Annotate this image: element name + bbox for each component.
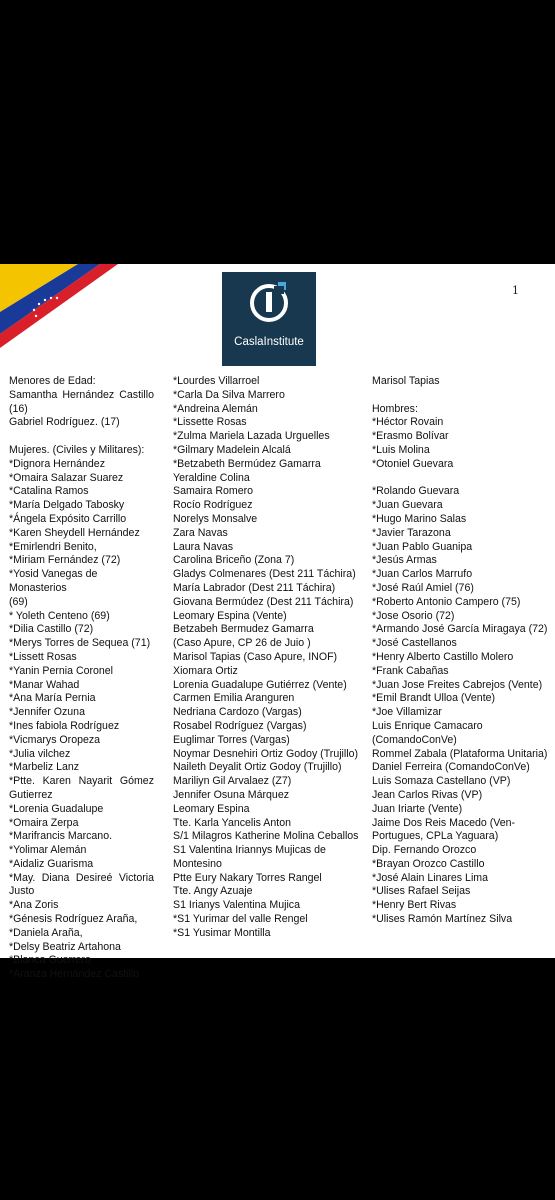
list-line: *Javier Tarazona [372,526,451,539]
list-line: (16) [9,402,28,415]
list-line: Ptte Eury Nakary Torres Rangel [173,871,322,884]
list-line: *Andreina Alemán [173,402,258,415]
list-line: Hombres: [372,402,418,415]
list-line: *Vicmarys Oropeza [9,733,101,746]
list-line: Tte. Karla Yancelis Anton [173,816,291,829]
list-line: Luis Enrique Camacaro [372,719,483,732]
list-line: Luis Somaza Castellano (VP) [372,775,511,788]
list-line: Daniel Ferreira (ComandoConVe) [372,761,530,774]
list-line: *Marifrancis Marcano. [9,830,113,843]
list-line: *Yolimar Alemán [9,844,87,857]
list-line: *Emirlendri Benito, [9,540,97,553]
list-line: *Ulises Ramón Martínez Silva [372,913,513,926]
list-line [372,472,552,486]
list-line: *Henry Bert Rivas [372,899,457,912]
list-line: Jennifer Osuna Márquez [173,788,290,801]
list-line: *Ana Zoris [9,899,59,912]
list-line: *Ulises Rafael Seijas [372,885,471,898]
list-line: *Otoniel Guevara [372,457,454,470]
list-line: Mariliyn Gil Arvalaez (Z7) [173,775,292,788]
list-line: Samaira Romero [173,485,254,498]
list-line: Euglimar Torres (Vargas) [173,733,290,746]
list-line: *Manar Wahad [9,678,80,691]
list-line: Portugues, CPLa Yaguara) [372,830,499,843]
list-line: Jean Carlos Rivas (VP) [372,788,483,801]
list-line: Rommel Zabala (Plataforma Unitaria) [372,747,548,760]
column-2 [173,375,363,941]
list-line: *Ptte. Karen Nayarit Gómez [9,775,154,788]
list-line: Giovana Bermúdez (Dest 211 Táchira) [173,595,354,608]
list-line: Menores de Edad: [9,375,96,387]
list-line: María Labrador (Dest 211 Táchira) [173,581,336,594]
document-page [0,264,555,981]
list-line: *Omaira Salazar Suarez [9,471,124,484]
list-line: Rocío Rodríguez [173,499,253,512]
list-line: *Lorenia Guadalupe [9,802,104,815]
list-line: *Ana María Pernia [9,692,96,705]
column-1 [9,375,154,982]
list-line: *José Alain Linares Lima [372,871,489,884]
list-line: Gutierrez [9,788,53,801]
list-line: *María Delgado Tabosky [9,499,125,512]
list-line: *José Raúl Amiel (76) [372,581,474,594]
list-line: *Roberto Antonio Campero (75) [372,595,521,608]
list-line: Yeraldine Colina [173,471,250,484]
list-line: *Génesis Rodríguez Araña, [9,913,138,926]
list-line: Rosabel Rodríguez (Vargas) [173,719,307,732]
list-line: *Juan Carlos Marrufo [372,568,473,581]
list-line: Justo [9,885,35,898]
list-line: (Caso Apure, CP 26 de Juio ) [173,637,311,650]
list-line: *Armando José García Miragaya (72) [372,623,548,636]
list-line: Carolina Briceño (Zona 7) [173,554,295,567]
list-line: *Aidaliz Guarisma [9,857,94,870]
list-line: Samantha Hernández Castillo [9,388,154,401]
list-line: *Carla Da Silva Marrero [173,388,285,401]
list-line: *Yanin Pernia Coronel [9,664,114,677]
casla-institute-logo [222,272,316,366]
list-line: *S1 Yurimar del valle Rengel [173,913,308,926]
list-line: *Joe Villamizar [372,706,442,719]
list-line: Nedriana Cardozo (Vargas) [173,706,302,719]
list-line: *Brayan Orozco Castillo [372,857,485,870]
casla-logo-icon [222,272,316,332]
list-line: * Yoleth Centeno (69) [9,609,110,622]
list-line: *Catalina Ramos [9,485,89,498]
list-line: Norelys Monsalve [173,512,258,525]
list-line: Gabriel Rodríguez. (17) [9,416,120,429]
list-line: (69) [9,595,28,608]
list-line: *Miriam Fernández (72) [9,554,121,567]
list-line: Dip. Fernando Orozco [372,844,477,857]
list-line: Tte. Angy Azuaje [173,885,253,898]
list-line: *Ines fabiola Rodríguez [9,719,120,732]
list-line: Marisol Tapias [372,375,440,387]
list-line: *Yosid Vanegas de Monasterios [9,568,98,594]
list-line: *Luis Molina [372,443,430,456]
list-line: Montesino [173,857,222,870]
list-line: Noymar Desnehiri Ortiz Godoy (Trujillo) [173,747,359,760]
list-line: *Frank Cabañas [372,664,449,677]
list-line: *Juan Guevara [372,499,443,512]
list-line: *Dignora Hernández [9,457,105,470]
page-number: 1 [512,284,519,297]
list-line: Mujeres. (Civiles y Militares): [9,443,145,456]
list-line: Juan Iriarte (Vente) [372,802,463,815]
list-line: *Henry Alberto Castillo Molero [372,650,514,663]
list-line: *Delsy Beatriz Artahona [9,940,121,953]
list-line: *Héctor Rovain [372,416,444,429]
list-line [9,430,154,444]
list-line: *José Castellanos [372,637,457,650]
list-line: *Jose Osorio (72) [372,609,455,622]
list-line: *Emil Brandt Ulloa (Vente) [372,692,496,705]
list-line: Lorenia Guadalupe Gutiérrez (Vente) [173,678,347,691]
list-line: *Betzabeth Bermúdez Gamarra [173,457,321,470]
list-line: *Lissette Rosas [173,416,247,429]
list-line: Carmen Emilia Aranguren [173,692,295,705]
list-line: Xiomara Ortiz [173,664,238,677]
list-line: *Juan Jose Freites Cabrejos (Vente) [372,678,543,691]
list-line: *Lissett Rosas [9,650,77,663]
list-line: S1 Irianys Valentina Mujica [173,899,300,912]
list-line: Naileth Deyalit Ortiz Godoy (Trujillo) [173,761,342,774]
list-line: *Jesús Armas [372,554,437,567]
list-line: *Aranza Hernández Castillo [9,968,140,981]
list-line: *Marbeliz Lanz [9,761,80,774]
list-line: *Jennifer Ozuna [9,706,85,719]
column-3 [372,375,552,927]
list-line: Leomary Espina (Vente) [173,609,287,622]
list-line: *Daniela Araña, [9,926,83,939]
list-line: S1 Valentina Iriannys Mujicas de [173,844,326,857]
list-line: *Gilmary Madelein Alcalá [173,443,291,456]
list-line: Leomary Espina [173,802,250,815]
list-line: Zara Navas [173,526,228,539]
list-line: *Juan Pablo Guanipa [372,540,473,553]
list-line: Marisol Tapias (Caso Apure, INOF) [173,650,338,663]
list-line: S/1 Milagros Katherine Molina Ceballos [173,830,359,843]
list-line [372,389,552,403]
list-line: *Blanca Guerrero [9,954,91,967]
list-line: *May. Diana Desireé Victoria [9,871,154,884]
list-line: *Rolando Guevara [372,485,460,498]
list-line: *Karen Sheydell Hernández [9,526,140,539]
list-line: Laura Navas [173,540,234,553]
list-line: *Merys Torres de Sequea (71) [9,637,151,650]
list-line: *Hugo Marino Salas [372,512,467,525]
list-line: Jaime Dos Reis Macedo (Ven- [372,816,516,829]
list-line: *Lourdes Villarroel [173,375,260,387]
logo-text: CaslaInstitute [234,336,304,348]
list-line: *S1 Yusimar Montilla [173,926,271,939]
list-line: Gladys Colmenares (Dest 211 Táchira) [173,568,356,581]
list-line: *Erasmo Bolívar [372,430,449,443]
list-line: *Julia vilchez [9,747,71,760]
list-line: Betzabeh Bermudez Gamarra [173,623,314,636]
venezuela-flag-ribbon [0,264,140,384]
list-line: *Ángela Expósito Carrillo [9,512,127,525]
list-line: (ComandoConVe) [372,733,457,746]
list-line: *Zulma Mariela Lazada Urguelles [173,430,330,443]
list-line: *Dilia Castillo (72) [9,623,94,636]
list-line: *Omaira Zerpa [9,816,79,829]
